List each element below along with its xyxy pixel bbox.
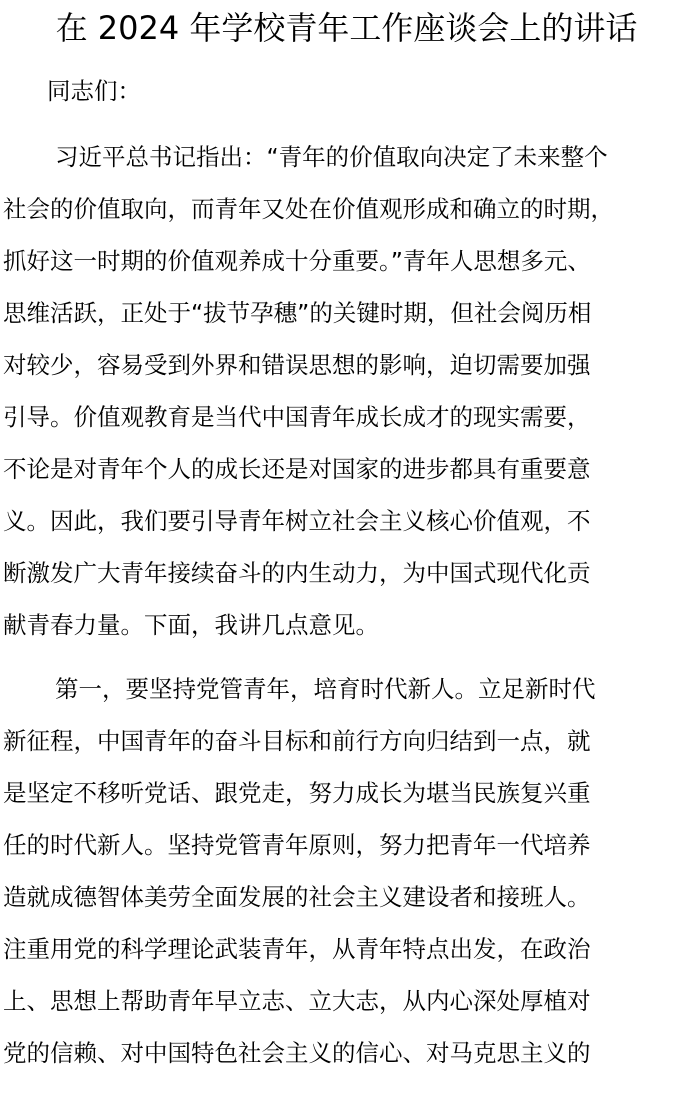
paragraph-line: 造就成德智体美劳全面发展的社会主义建设者和接班人。	[3, 883, 591, 911]
paragraph-line: 习近平总书记指出：“青年的价值取向决定了未来整个	[55, 143, 608, 171]
paragraph-line: 新征程，中国青年的奋斗目标和前行方向归结到一点，就	[3, 727, 591, 755]
greeting: 同志们：	[47, 77, 141, 105]
paragraph-line: 注重用党的科学理论武装青年，从青年特点出发，在政治	[3, 935, 591, 963]
paragraph-line: 不论是对青年个人的成长还是对国家的进步都具有重要意	[3, 455, 591, 483]
paragraph-line: 义。因此，我们要引导青年树立社会主义核心价值观，不	[3, 507, 591, 535]
paragraph-line: 抓好这一时期的价值观养成十分重要。”青年人思想多元、	[3, 247, 591, 275]
paragraph-line: 党的信赖、对中国特色社会主义的信心、对马克思主义的	[3, 1039, 591, 1067]
paragraph-line: 第一，要坚持党管青年，培育时代新人。立足新时代	[55, 675, 596, 703]
paragraph-line: 断激发广大青年接续奋斗的内生动力，为中国式现代化贡	[3, 559, 591, 587]
document-title: 在 2024 年学校青年工作座谈会上的讲话	[55, 9, 638, 47]
paragraph-line: 引导。价值观教育是当代中国青年成长成才的现实需要，	[3, 403, 591, 431]
paragraph-line: 对较少，容易受到外界和错误思想的影响，迫切需要加强	[3, 351, 591, 379]
paragraph-line: 思维活跃，正处于“拔节孕穗”的关键时期，但社会阅历相	[3, 299, 592, 327]
paragraph-line: 是坚定不移听党话、跟党走，努力成长为堪当民族复兴重	[3, 779, 591, 807]
paragraph-line: 社会的价值取向，而青年又处在价值观形成和确立的时期，	[3, 195, 614, 223]
paragraph-line: 任的时代新人。坚持党管青年原则，努力把青年一代培养	[3, 831, 591, 859]
paragraph-line: 上、思想上帮助青年早立志、立大志，从内心深处厚植对	[3, 987, 591, 1015]
paragraph-line: 献青春力量。下面，我讲几点意见。	[3, 611, 379, 639]
